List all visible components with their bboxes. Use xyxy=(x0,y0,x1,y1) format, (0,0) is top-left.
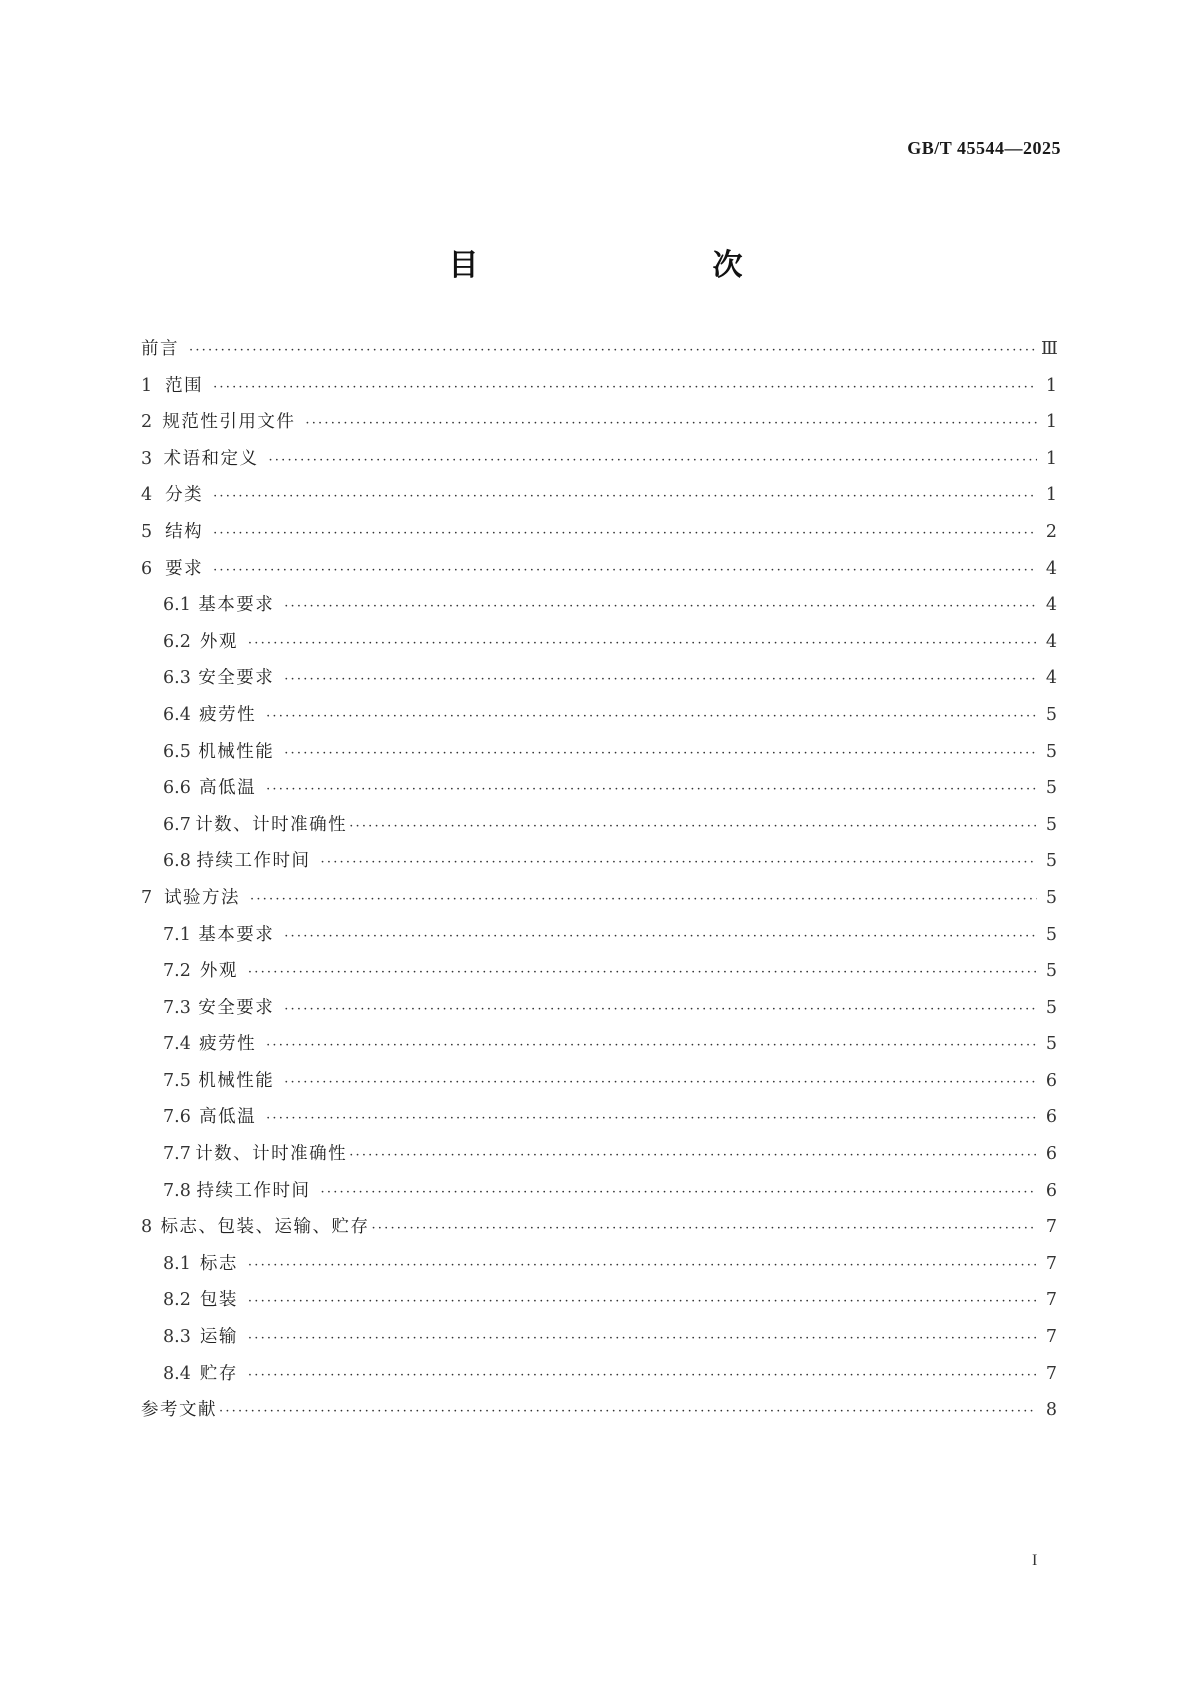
toc-entry[interactable] xyxy=(141,774,1057,811)
toc-entry-label: 要求 xyxy=(165,558,204,579)
toc-entry-page: 5 xyxy=(1045,778,1057,799)
toc-entry-page: 5 xyxy=(1045,814,1057,835)
toc-entry-page: 1 xyxy=(1045,412,1057,433)
toc-entry-label: 计数、计时准确性 xyxy=(195,1144,348,1165)
toc-entry[interactable] xyxy=(141,1140,1057,1177)
toc-entry[interactable] xyxy=(141,738,1057,775)
toc-entry[interactable] xyxy=(141,372,1057,409)
toc-entry-label: 安全要求 xyxy=(198,668,275,689)
toc-entry-label: 疲劳性 xyxy=(199,1034,257,1055)
toc-dot-leader xyxy=(284,1002,1037,1017)
toc-dot-leader xyxy=(284,929,1037,944)
toc-entry-page: 2 xyxy=(1045,521,1057,542)
toc-title: 目 次 xyxy=(448,248,801,283)
toc-entry-label: 规范性引用文件 xyxy=(162,412,296,433)
toc-entry-page: 6 xyxy=(1045,1180,1057,1201)
toc-entry-label: 参考文献 xyxy=(141,1400,217,1421)
toc-entry[interactable] xyxy=(141,1177,1057,1214)
toc-entry[interactable] xyxy=(141,445,1057,482)
toc-entry-page: 6 xyxy=(1045,1144,1057,1165)
toc-entry[interactable] xyxy=(141,408,1057,445)
toc-entry[interactable] xyxy=(141,1323,1057,1360)
toc-entry-label: 包装 xyxy=(199,1290,238,1311)
toc-entry-number: 7.6 xyxy=(163,1107,191,1128)
toc-entry-number: 3 xyxy=(141,448,153,469)
toc-entry[interactable] xyxy=(141,1213,1057,1250)
toc-entry-label: 高低温 xyxy=(199,778,257,799)
toc-entry-page: 7 xyxy=(1045,1290,1057,1311)
toc-dot-leader xyxy=(248,1331,1037,1346)
toc-entry-page: 5 xyxy=(1045,997,1057,1018)
toc-entry-page: 8 xyxy=(1045,1400,1057,1421)
toc-entry-number: 6.8 xyxy=(163,851,191,872)
toc-entry-number: 4 xyxy=(141,485,153,506)
toc-entry-page: 7 xyxy=(1045,1217,1057,1238)
toc-entry-number: 7.8 xyxy=(163,1180,191,1201)
toc-entry[interactable] xyxy=(141,481,1057,518)
toc-dot-leader xyxy=(213,380,1037,395)
toc-dot-leader xyxy=(284,1075,1037,1090)
toc-entry-label: 运输 xyxy=(199,1327,238,1348)
toc-entry-page: 5 xyxy=(1045,924,1057,945)
toc-dot-leader xyxy=(248,636,1037,651)
toc-dot-leader xyxy=(284,672,1037,687)
toc-entry-number: 6.4 xyxy=(163,704,191,725)
toc-entry-number: 6.7 xyxy=(163,814,191,835)
toc-entry-page: 7 xyxy=(1045,1363,1057,1384)
toc-entry-label: 结构 xyxy=(165,521,204,542)
toc-entry-page: 1 xyxy=(1045,485,1057,506)
toc-entry-number: 6.2 xyxy=(163,631,191,652)
toc-entry-page: 5 xyxy=(1045,851,1057,872)
toc-dot-leader xyxy=(248,1258,1037,1273)
toc-entry-number: 6.1 xyxy=(163,595,191,616)
toc-entry[interactable] xyxy=(141,701,1057,738)
toc-entry-number: 8.3 xyxy=(163,1327,191,1348)
toc-entry[interactable] xyxy=(141,1396,1057,1433)
toc-entry-number: 7.4 xyxy=(163,1034,191,1055)
toc-entry-page: 6 xyxy=(1045,1070,1057,1091)
toc-entry-number: 1 xyxy=(141,375,153,396)
toc-entry-number: 7.5 xyxy=(163,1070,191,1091)
toc-dot-leader xyxy=(248,1294,1037,1309)
toc-dot-leader xyxy=(266,1038,1037,1053)
toc-dot-leader xyxy=(284,599,1037,614)
toc-entry[interactable] xyxy=(141,847,1057,884)
toc-entry-number: 7.1 xyxy=(163,924,191,945)
toc-dot-leader xyxy=(268,453,1037,468)
toc-entry-page: 1 xyxy=(1045,448,1057,469)
toc-entry-number: 8.2 xyxy=(163,1290,191,1311)
standard-code: GB/T 45544—2025 xyxy=(907,138,1061,158)
toc-entry-label: 机械性能 xyxy=(198,741,275,762)
toc-dot-leader xyxy=(266,1111,1037,1126)
toc-entry[interactable] xyxy=(141,1250,1057,1287)
toc-entry[interactable] xyxy=(141,1286,1057,1323)
toc-dot-leader xyxy=(349,1148,1037,1163)
toc-entry[interactable] xyxy=(141,884,1057,921)
toc-dot-leader xyxy=(248,1368,1037,1383)
toc-entry-label: 外观 xyxy=(199,961,238,982)
toc-entry[interactable] xyxy=(141,1030,1057,1067)
toc-dot-leader xyxy=(305,416,1037,431)
toc-dot-leader xyxy=(213,563,1037,578)
toc-entry-number: 6.6 xyxy=(163,778,191,799)
toc-entry-page: 4 xyxy=(1045,668,1057,689)
toc-entry-label: 贮存 xyxy=(199,1363,238,1384)
toc-entry-number: 5 xyxy=(141,521,153,542)
toc-entry-label: 持续工作时间 xyxy=(196,851,311,872)
toc-dot-leader xyxy=(321,1185,1037,1200)
toc-entry-number: 7.2 xyxy=(163,961,191,982)
toc-entry-number: 6 xyxy=(141,558,153,579)
toc-entry-label: 计数、计时准确性 xyxy=(195,814,348,835)
toc-entry-number: 8.4 xyxy=(163,1363,191,1384)
toc-entry[interactable] xyxy=(141,957,1057,994)
toc-entry-label: 安全要求 xyxy=(198,997,275,1018)
toc-dot-leader xyxy=(213,489,1037,504)
toc-entry-label: 疲劳性 xyxy=(199,704,257,725)
toc-entry[interactable] xyxy=(141,1067,1057,1104)
toc-entry-page: 6 xyxy=(1045,1107,1057,1128)
toc-dot-leader xyxy=(371,1221,1037,1236)
toc-dot-leader xyxy=(266,709,1037,724)
toc-entry-page: 7 xyxy=(1045,1253,1057,1274)
toc-entry-page: 7 xyxy=(1045,1327,1057,1348)
toc-entry-label: 标志 xyxy=(199,1253,238,1274)
toc-entry-number: 8 xyxy=(141,1217,153,1238)
toc-entry-label: 基本要求 xyxy=(198,595,275,616)
toc-entry-page: 1 xyxy=(1045,375,1057,396)
toc-entry[interactable] xyxy=(141,1103,1057,1140)
toc-entry-label: 范围 xyxy=(165,375,204,396)
toc-entry-label: 高低温 xyxy=(199,1107,257,1128)
toc-entry-label: 持续工作时间 xyxy=(196,1180,311,1201)
page-number: I xyxy=(1032,1552,1038,1569)
toc-entry[interactable] xyxy=(141,664,1057,701)
toc-entry-page: 5 xyxy=(1045,887,1057,908)
toc-entry[interactable] xyxy=(141,555,1057,592)
toc-dot-leader xyxy=(266,782,1037,797)
toc-entry-label: 前言 xyxy=(141,339,179,359)
toc-entry-number: 6.3 xyxy=(163,668,191,689)
toc-entry[interactable] xyxy=(141,518,1057,555)
table-of-contents xyxy=(141,335,1057,1433)
toc-entry[interactable] xyxy=(141,811,1057,848)
toc-entry-label: 术语和定义 xyxy=(163,448,259,469)
toc-dot-leader xyxy=(250,892,1037,907)
toc-entry-number: 7.7 xyxy=(163,1144,191,1165)
toc-entry[interactable] xyxy=(141,628,1057,665)
toc-entry-page: 5 xyxy=(1045,961,1057,982)
toc-dot-leader xyxy=(219,1404,1037,1419)
toc-entry[interactable] xyxy=(141,1360,1057,1397)
toc-entry-label: 标志、包装、运输、贮存 xyxy=(160,1217,370,1238)
toc-entry-page: 5 xyxy=(1045,704,1057,725)
toc-entry-number: 6.5 xyxy=(163,741,191,762)
toc-entry-page: Ⅲ xyxy=(1041,339,1058,359)
toc-entry-number: 8.1 xyxy=(163,1253,191,1274)
toc-entry-number: 2 xyxy=(141,412,153,433)
toc-entry[interactable] xyxy=(141,994,1057,1031)
toc-entry[interactable] xyxy=(141,335,1057,372)
toc-entry[interactable] xyxy=(141,591,1057,628)
toc-dot-leader xyxy=(349,819,1037,834)
toc-entry-label: 试验方法 xyxy=(164,887,241,908)
toc-dot-leader xyxy=(321,855,1037,870)
toc-entry-label: 分类 xyxy=(165,485,204,506)
toc-entry-number: 7 xyxy=(141,887,153,908)
toc-entry-page: 4 xyxy=(1045,631,1057,652)
toc-dot-leader xyxy=(189,343,1037,358)
toc-entry-label: 外观 xyxy=(199,631,238,652)
toc-dot-leader xyxy=(213,526,1037,541)
toc-dot-leader xyxy=(248,965,1037,980)
toc-entry[interactable] xyxy=(141,921,1057,958)
toc-dot-leader xyxy=(284,746,1037,761)
toc-entry-label: 机械性能 xyxy=(198,1070,275,1091)
toc-entry-page: 4 xyxy=(1045,558,1057,579)
toc-entry-page: 4 xyxy=(1045,595,1057,616)
toc-entry-label: 基本要求 xyxy=(198,924,275,945)
toc-entry-number: 7.3 xyxy=(163,997,191,1018)
toc-entry-page: 5 xyxy=(1045,1034,1057,1055)
toc-entry-page: 5 xyxy=(1045,741,1057,762)
